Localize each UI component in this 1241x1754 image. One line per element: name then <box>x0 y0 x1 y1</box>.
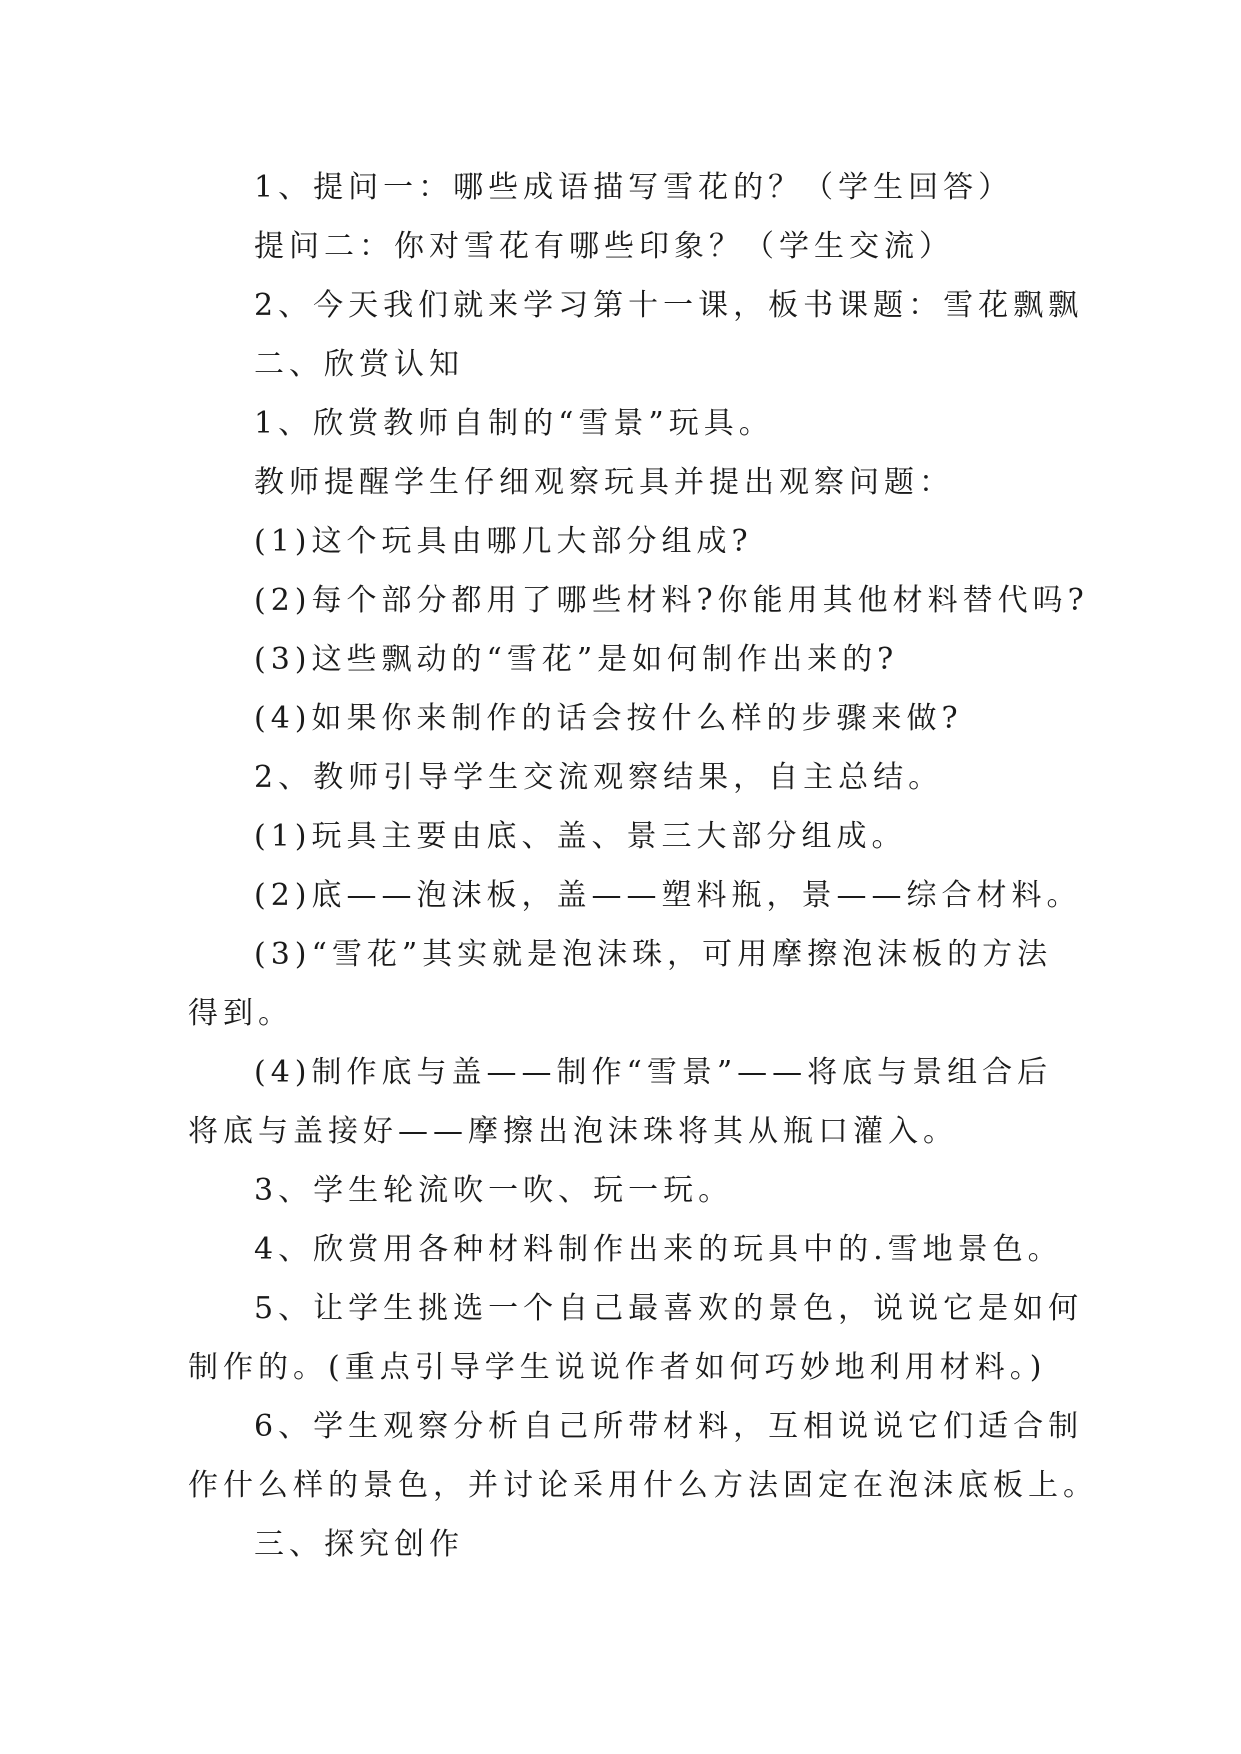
paragraph-question-one: 1、提问一：哪些成语描写雪花的？（学生回答） <box>254 170 1014 205</box>
paragraph-appreciate-toy: 1、欣赏教师自制的“雪景”玩具。 <box>254 406 774 441</box>
paragraph-question-two: 提问二：你对雪花有哪些印象？（学生交流） <box>254 229 954 264</box>
paragraph-choose-favorite <box>188 1279 1084 1397</box>
paragraph-analyze-materials <box>188 1397 1098 1515</box>
paragraph-line: 得到。 <box>188 996 293 1031</box>
list-item-summary-2: (2)底——泡沫板，盖——塑料瓶，景——综合材料。 <box>254 878 1082 913</box>
paragraph-lesson-topic: 2、今天我们就来学习第十一课，板书课题：雪花飘飘 <box>254 288 1084 323</box>
list-item-summary-1: (1)玩具主要由底、盖、景三大部分组成。 <box>254 819 907 854</box>
list-item-summary-4 <box>188 1043 1068 1161</box>
paragraph-line: 将底与盖接好——摩擦出泡沫珠将其从瓶口灌入。 <box>188 1114 958 1149</box>
paragraph-observation-prompt: 教师提醒学生仔细观察玩具并提出观察问题： <box>254 465 954 500</box>
list-item-question-3: (3)这些飘动的“雪花”是如何制作出来的? <box>254 642 899 677</box>
section-heading-appreciation: 二、欣赏认知 <box>254 347 464 382</box>
paragraph-students-play: 3、学生轮流吹一吹、玩一玩。 <box>254 1173 734 1208</box>
paragraph-appreciate-scenery: 4、欣赏用各种材料制作出来的玩具中的.雪地景色。 <box>254 1232 1063 1267</box>
list-item-summary-3 <box>188 925 1068 1043</box>
list-item-question-4: (4)如果你来制作的话会按什么样的步骤来做? <box>254 701 963 736</box>
paragraph-line: 6、学生观察分析自己所带材料，互相说说它们适合制 <box>254 1409 1084 1444</box>
paragraph-line: (4)制作底与盖——制作“雪景”——将底与景组合后 <box>254 1055 1053 1090</box>
section-heading-explore-create: 三、探究创作 <box>254 1527 464 1562</box>
paragraph-line: 作什么样的景色，并讨论采用什么方法固定在泡沫底板上。 <box>188 1468 1098 1503</box>
document-body <box>188 158 1098 1574</box>
list-item-question-2: (2)每个部分都用了哪些材料?你能用其他材料替代吗? <box>254 583 1089 618</box>
paragraph-line: (3)“雪花”其实就是泡沫珠，可用摩擦泡沫板的方法 <box>254 937 1053 972</box>
list-item-question-1: (1)这个玩具由哪几大部分组成? <box>254 524 753 559</box>
paragraph-line: 制作的。(重点引导学生说说作者如何巧妙地利用材料。) <box>188 1350 1047 1385</box>
paragraph-summary-intro: 2、教师引导学生交流观察结果，自主总结。 <box>254 760 944 795</box>
paragraph-line: 5、让学生挑选一个自己最喜欢的景色，说说它是如何 <box>254 1291 1084 1326</box>
